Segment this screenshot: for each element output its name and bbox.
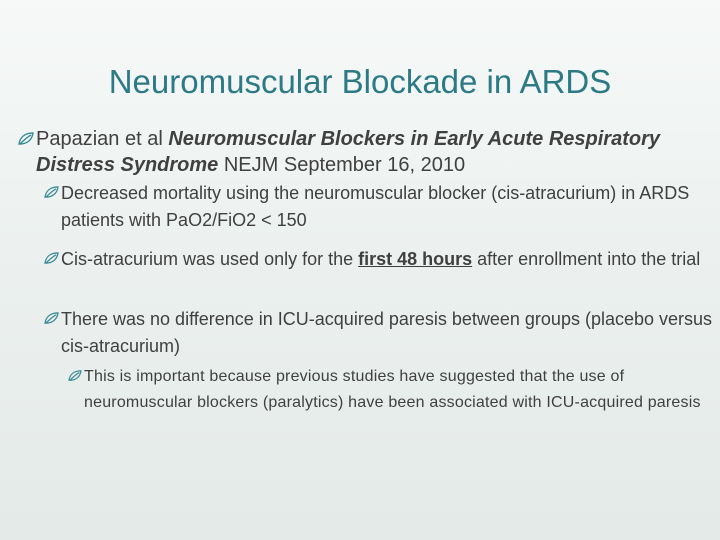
bullet-cis-atracurium [44, 246, 720, 273]
bullet-decreased-mortality [44, 180, 720, 234]
leaf-bullet-icon [44, 252, 59, 265]
bullet-text: Decreased mortality using the neuromuscular blocker (cis-atracurium) in ARDS patients with PaO2/FiO2 < 150 [61, 183, 690, 230]
bullet-text: after enrollment into the trial [472, 249, 701, 269]
bullet-text: NEJM September 16, 2010 [218, 154, 466, 176]
leaf-bullet-icon [18, 132, 34, 146]
leaf-bullet-icon [44, 186, 59, 199]
leaf-bullet-icon [44, 312, 59, 325]
bullet-papazian [18, 126, 720, 178]
bullet-no-difference [44, 306, 720, 360]
bullet-text: Papazian et al [36, 128, 169, 150]
bullet-important [68, 364, 720, 416]
leaf-bullet-icon [68, 370, 82, 382]
bullet-text: This is important because previous studies have suggested that the use of neuromuscular blockers (paralytics) have been associated with ICU-acquired paresis [84, 368, 701, 411]
bullet-text: Cis-atracurium was used only for the [61, 249, 359, 269]
emphasis-text: first 48 hours [358, 249, 473, 269]
bullet-text: There was no difference in ICU-acquired paresis between groups (placebo versus cis-atracurium) [61, 309, 713, 356]
slide-title: Neuromuscular Blockade in ARDS [108, 63, 612, 100]
article-title: Neuromuscular Blockers in Early Acute Respiratory Distress Syndrome [36, 128, 660, 176]
